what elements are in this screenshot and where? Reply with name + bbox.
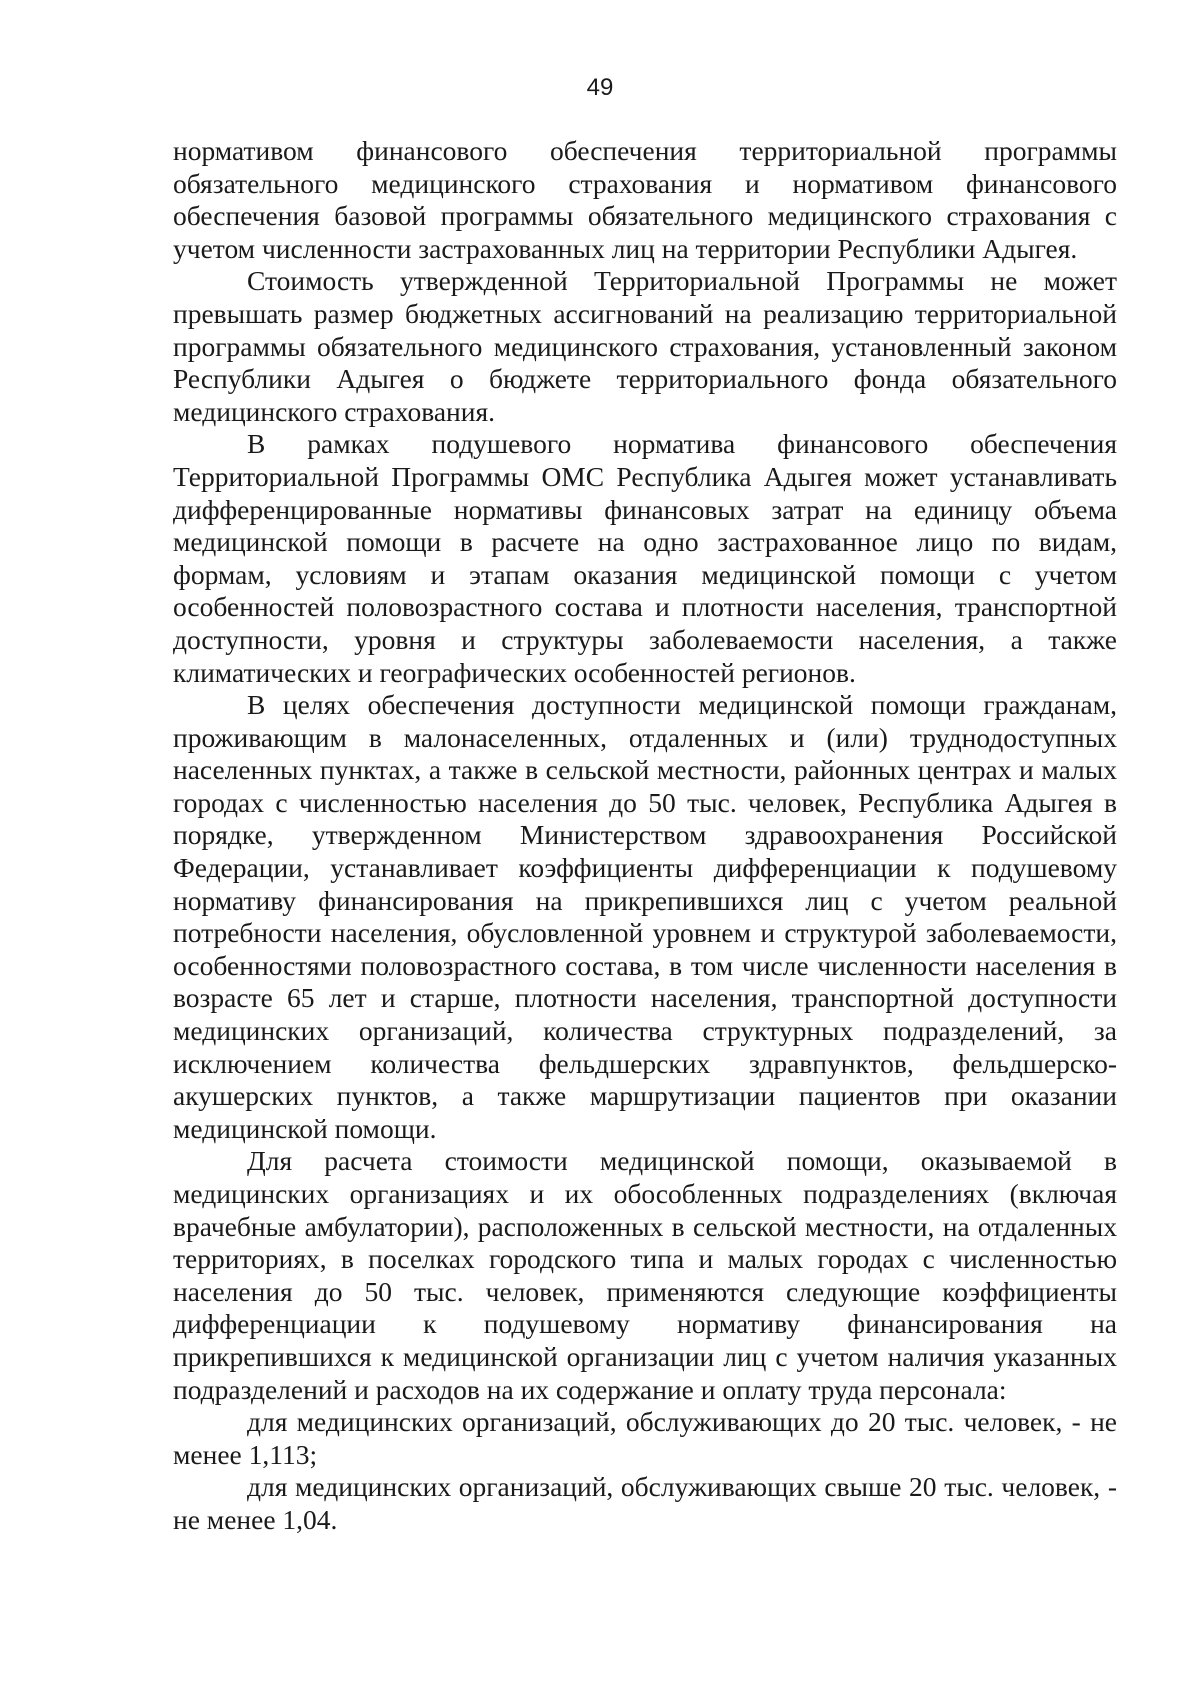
paragraph-coefficient-up-to-20k: для медицинских организаций, обслуживающих до 20 тыс. человек, - не менее 1,113; xyxy=(173,1406,1117,1470)
paragraph-accessibility: В целях обеспечения доступности медицинской помощи гражданам, проживающим в малонаселенных, отдаленных и (или) труднодоступных населенных пунктах, а также в сельской местности, районных центрах и малых городах с численностью населения до 50 тыс. человек, Республика Адыгея в порядке, утвержденном Министерством здравоохранения Российской Федерации, устанавливает коэффициенты дифференциации к подушевому нормативу финансирования на прикрепившихся лиц с учетом реальной потребности населения, обусловленной уровнем и структурой заболеваемости, особенностями половозрастного состава, в том числе численности населения в возрасте 65 лет и старше, плотности населения, транспортной доступности медицинских организаций, количества структурных подразделений, за исключением количества фельдшерских здравпунктов, фельдшерско-акушерских пунктов, а также маршрутизации пациентов при оказании медицинской помощи. xyxy=(173,689,1117,1144)
paragraph-continuation: нормативом финансового обеспечения территориальной программы обязательного медицинского страхования и нормативом финансового обеспечения базовой программы обязательного медицинского страхования с учетом численности застрахованных лиц на территории Республики Адыгея. xyxy=(173,135,1117,264)
paragraph-differentiated-norms: В рамках подушевого норматива финансового обеспечения Территориальной Программы ОМС Республика Адыгея может устанавливать дифференцированные нормативы финансовых затрат на единицу объема медицинской помощи в расчете на одно застрахованное лицо по видам, формам, условиям и этапам оказания медицинской помощи с учетом особенностей половозрастного состава и плотности населения, транспортной доступности, уровня и структуры заболеваемости населения, а также климатических и географических особенностей регионов. xyxy=(173,428,1117,688)
paragraph-rural-coefficients: Для расчета стоимости медицинской помощи, оказываемой в медицинских организациях и их обособленных подразделениях (включая врачебные амбулатории), расположенных в сельской местности, на отдаленных территориях, в поселках городского типа и малых городах с численностью населения до 50 тыс. человек, применяются следующие коэффициенты дифференциации к подушевому нормативу финансирования на прикрепившихся к медицинской организации лиц с учетом наличия указанных подразделений и расходов на их содержание и оплату труда персонала: xyxy=(173,1145,1117,1405)
page-number: 49 xyxy=(586,74,614,101)
paragraph-coefficient-over-20k: для медицинских организаций, обслуживающих свыше 20 тыс. человек, - не менее 1,04. xyxy=(173,1471,1117,1535)
paragraph-program-cost: Стоимость утвержденной Территориальной Программы не может превышать размер бюджетных ассигнований на реализацию территориальной программы обязательного медицинского страхования, установленный законом Республики Адыгея о бюджете территориального фонда обязательного медицинского страхования. xyxy=(173,265,1117,427)
document-body xyxy=(173,135,1117,1537)
